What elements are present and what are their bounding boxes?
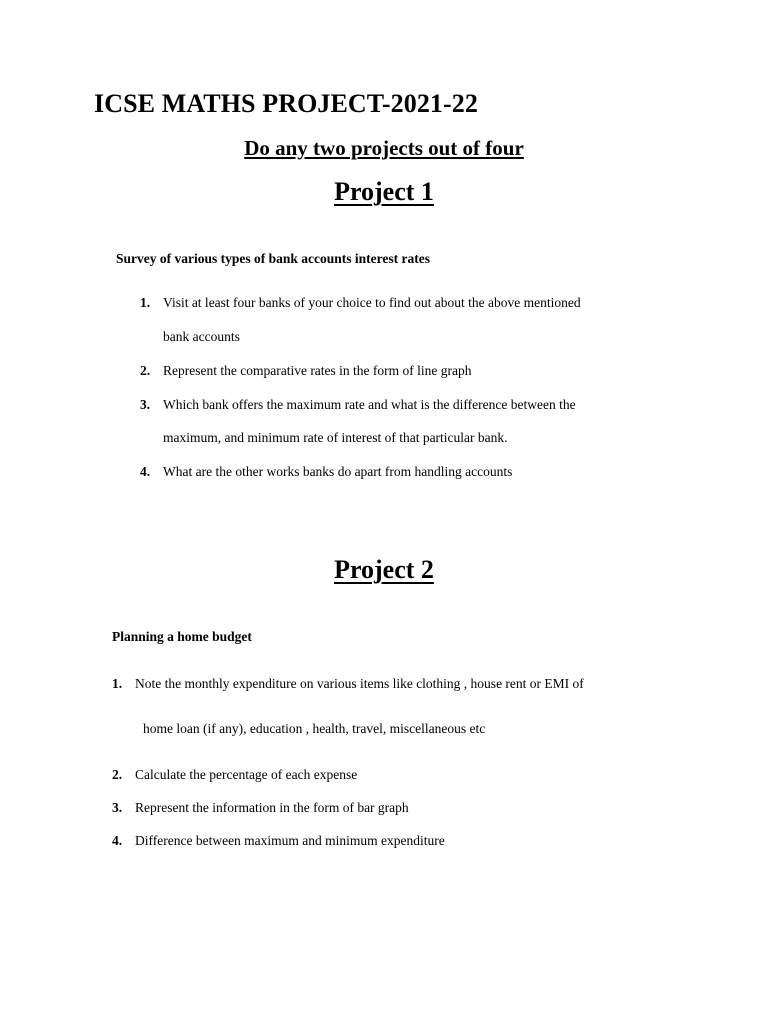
project-1-item-1-number: 1. xyxy=(140,295,151,310)
project-2-item-4-text: Difference between maximum and minimum expenditure xyxy=(135,833,445,848)
project-2-item-2-text: Calculate the percentage of each expense xyxy=(135,767,358,782)
project-1-item-3-number: 3. xyxy=(140,397,151,412)
project-2-item-2-number: 2. xyxy=(112,767,123,782)
document-title: ICSE MATHS PROJECT-2021-22 xyxy=(94,89,478,118)
project-1-item-4-text: What are the other works banks do apart from handling accounts xyxy=(163,464,513,479)
project-1-item-2-text: Represent the comparative rates in the form of line graph xyxy=(163,363,472,378)
project-2-item-4-number: 4. xyxy=(112,833,123,848)
project-1-item-3-text-continued: maximum, and minimum rate of interest of that particular bank. xyxy=(163,430,508,445)
project-1-topic: Survey of various types of bank accounts interest rates xyxy=(116,251,430,266)
project-2-item-3-text: Represent the information in the form of bar graph xyxy=(135,800,409,815)
document-subtitle: Do any two projects out of four xyxy=(244,136,524,160)
project-2-topic: Planning a home budget xyxy=(112,629,252,644)
project-2-item-3-number: 3. xyxy=(112,800,123,815)
project-1-item-4-number: 4. xyxy=(140,464,151,479)
project-1-heading: Project 1 xyxy=(334,177,434,206)
project-2-item-1-text: Note the monthly expenditure on various items like clothing , house rent or EMI of xyxy=(135,676,584,691)
project-2-heading: Project 2 xyxy=(334,555,434,584)
project-1-item-1-text-continued: bank accounts xyxy=(163,329,240,344)
project-2-item-1-text-continued: home loan (if any), education , health, travel, miscellaneous etc xyxy=(143,721,486,736)
project-1-item-1-text: Visit at least four banks of your choice to find out about the above mentioned xyxy=(163,295,581,310)
project-1-item-2-number: 2. xyxy=(140,363,151,378)
project-1-item-3-text: Which bank offers the maximum rate and what is the difference between the xyxy=(163,397,576,412)
project-2-item-1-number: 1. xyxy=(112,676,123,691)
